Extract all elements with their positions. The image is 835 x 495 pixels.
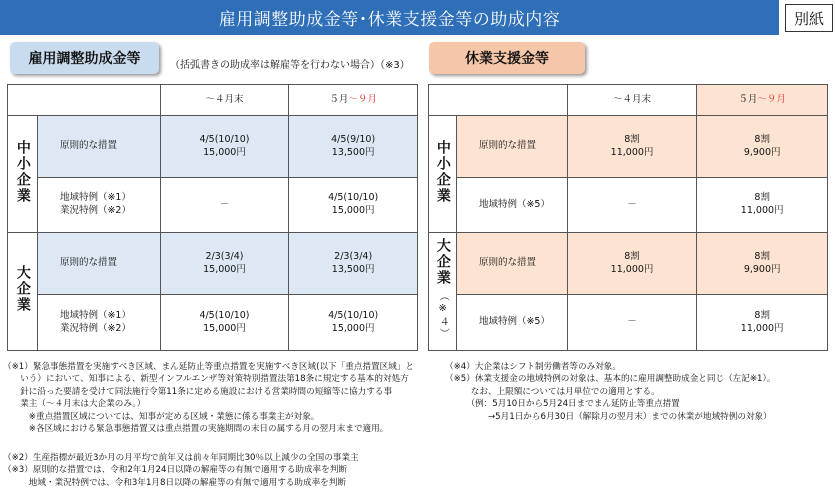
table-cell: 2/3(3/4) 13,500円 xyxy=(289,233,418,295)
row-label: 地域特例（※1） 業況特例（※2） xyxy=(37,295,160,351)
col-header-may-sep: ５月～９月 xyxy=(289,85,418,116)
row-label: 原則的な措置 xyxy=(37,116,160,178)
table-cell: － xyxy=(567,295,697,351)
sme-label: 中小企業 xyxy=(429,116,457,233)
large-label: 大企業 xyxy=(8,233,38,351)
table-cell: － xyxy=(160,178,289,233)
left-table xyxy=(7,84,418,351)
left-section-pill: 雇用調整助成金等 xyxy=(10,42,159,74)
notes-left: （※1）緊急事態措置を実施すべき区域、まん延防止等重点措置を実施すべき区域(以下「重点措置区域」と いう）において、知事による、新型インフルエンザ等対策特別措置法第18条に規定する基本的対処方 針に沿った要請を受けて同法施行令第11条に定める施設における営業時間の短縮等に協力する事 業主（～４月末は大企業のみ。） ※重点措置区域については、知事が定める区域・業態に係る事業主が対象。 ※各区域における緊急事態措置又は重点措置の実施期間の末日の属する月の翌月末まで適用。 xyxy=(3,362,414,435)
col-header-may-sep: ５月～９月 xyxy=(697,85,828,116)
row-label: 原則的な措置 xyxy=(456,116,567,178)
attachment-stamp: 別紙 xyxy=(785,4,833,32)
notes-right: （※4）大企業はシフト制労働者等のみ対象。 （※5）休業支援金の地域特例の対象は、基本的に雇用調整助成金と同じ（左記※1）。 なお、上限額については月単位での適用とする。 （例：5月10日から5月24日までまん延防止等重点措置 →5月1日から6月30日（解除月の翌月末）までの休業が地域特例の対象） xyxy=(445,362,776,422)
sme-label: 中小企業 xyxy=(8,116,38,233)
table-cell: 8割 9,900円 xyxy=(697,233,828,295)
row-label: 原則的な措置 xyxy=(456,233,567,295)
page-title: 雇用調整助成金等･休業支援金等の助成内容 xyxy=(218,10,561,30)
right-section-pill: 休業支援金等 xyxy=(429,42,585,74)
notes-bottom: （※2）生産指標が最近3か月の月平均で前年又は前々年同期比30％以上減少の全国の事業主 （※3）原則的な措置では、令和2年1月24日以降の解雇等の有無で適用する助成率を判断 地域・業況特例では、令和3年1月8日以降の解雇等の有無で適用する助成率を判断 xyxy=(3,453,359,488)
table-cell: 8割 11,000円 xyxy=(567,233,697,295)
row-label: 地域特例（※5） xyxy=(456,178,567,233)
header-blank xyxy=(429,85,568,116)
table-cell: 4/5(10/10) 15,000円 xyxy=(289,295,418,351)
title-banner xyxy=(0,0,779,35)
table-cell: 4/5(9/10) 13,500円 xyxy=(289,116,418,178)
table-cell: 2/3(3/4) 15,000円 xyxy=(160,233,289,295)
table-cell: 4/5(10/10) 15,000円 xyxy=(160,295,289,351)
row-label: 原則的な措置 xyxy=(37,233,160,295)
right-table xyxy=(428,84,828,351)
table-cell: 8割 9,900円 xyxy=(697,116,828,178)
table-cell: 8割 11,000円 xyxy=(697,178,828,233)
header-blank xyxy=(8,85,161,116)
left-section-note: （括弧書きの助成率は解雇等を行わない場合）（※3） xyxy=(170,60,410,71)
table-cell: － xyxy=(567,178,697,233)
table-cell: 4/5(10/10) 15,000円 xyxy=(160,116,289,178)
row-label: 地域特例（※5） xyxy=(456,295,567,351)
table-cell: 8割 11,000円 xyxy=(567,116,697,178)
table-cell: 8割 11,000円 xyxy=(697,295,828,351)
table-cell: 4/5(10/10) 15,000円 xyxy=(289,178,418,233)
large-label: 大企業 （※４） xyxy=(429,233,457,351)
col-header-april: ～４月末 xyxy=(160,85,289,116)
col-header-april: ～４月末 xyxy=(567,85,697,116)
row-label: 地域特例（※1） 業況特例（※2） xyxy=(37,178,160,233)
